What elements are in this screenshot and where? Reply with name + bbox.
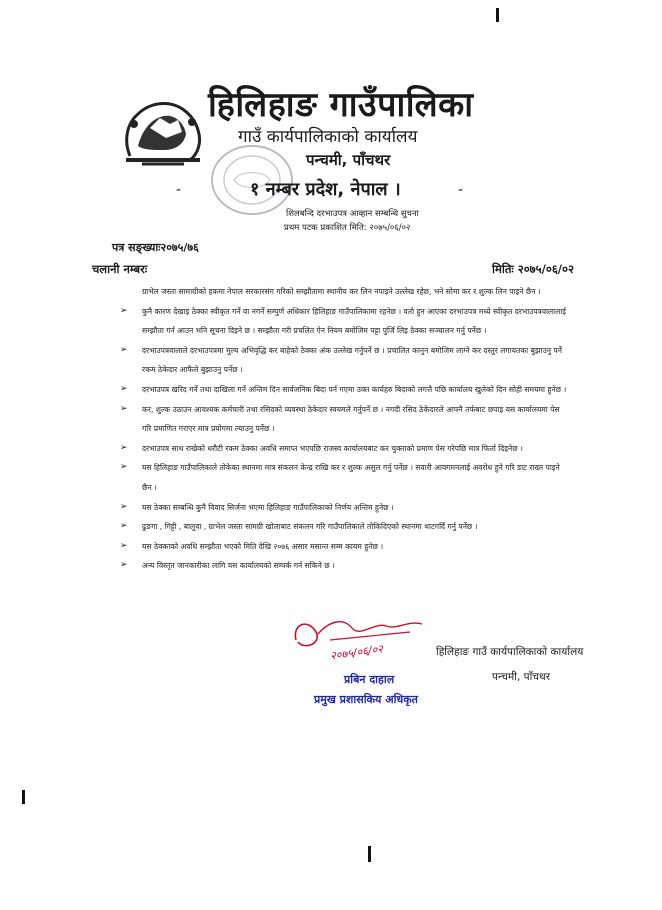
arrow-bullet-icon: ➢ [120,305,128,316]
notice-title: शिलबन्दि दरभाउपत्र आव्हान सम्बन्धि सुचना [286,209,419,219]
list-item-text: कुनै कारण देखाइ ठेक्का स्वीकृत गर्ने वा नगर्ने सम्पुर्ण अधिकार हिलिहाङ गाउँपालिकामा रहनेछ । वतो हुन आएका दरभाउपत्र मध्ये स्वीकृत दरभाउपत्रवालालाई सम्झौता गर्न आउन भनि सूचना दिइने छ । सम्झौता गरी प्रचलित ऐन नियम बमोजिम पट्टा पुर्जि लिइ ठेक्का सञ्चालन गर्नु पर्नेछ । [142,306,566,336]
list-item [120,341,568,380]
scan-mark [22,790,25,804]
list-item-text: अन्य विस्तृत जानकारीका लागि यस कार्यालयको सम्पर्क गर्न सकिने छ । [142,561,335,571]
arrow-bullet-icon: ➢ [120,521,128,532]
list-item-text: दरभाउपत्र खरिद गर्ने तथा दाखिला गर्ने अन्तिम दिन सार्वजनिक बिदा पर्न गएमा उक्त कार्यहरु बिदाको लगत्तै पछि कार्यालय खुलेको दिन सोही समयमा हुनेछ । [142,384,567,394]
nepal-emblem-icon [120,94,204,168]
arrow-bullet-icon: ➢ [120,442,128,453]
office-place: पन्चमी, पाँचथर [306,151,391,169]
arrow-bullet-icon: ➢ [120,501,128,512]
list-item [120,556,568,576]
list-item [120,302,568,341]
signature-date: २०७५/०६/०२ [329,642,384,663]
reference-number: पत्र सङ्ख्याः२०७५/७६ [112,241,199,254]
list-item [120,537,568,557]
list-item [120,458,568,497]
office-subtitle: गाउँ कार्यपालिकाको कार्यालय [238,127,418,147]
page-title: हिलिहाङ गाउँपालिका [208,85,474,125]
arrow-bullet-icon: ➢ [120,540,128,551]
list-item [120,439,568,459]
signer-name: प्रबिन दाहाल [344,673,395,686]
notice-date: प्रथम पटक प्रकाशित मिति: २०७५/०६/०२ [284,223,411,233]
list-item [120,498,568,518]
scan-mark [496,8,499,22]
dash-mark: - [458,182,464,198]
arrow-bullet-icon: ➢ [120,560,128,571]
list-item-text: यस ठेक्काको अवधि सम्झौता भएको मिति देखि २०७६ असार मसान्त सम्म कायम हुनेछ । [142,541,384,551]
arrow-bullet-icon: ➢ [120,403,128,414]
list-item [120,400,568,439]
arrow-bullet-icon: ➢ [120,462,128,473]
list-item-text: दरभाउपत्र साथ राखेको धरौटी रकम ठेक्का अवधि समाप्त भएपछि राजस्व कार्यालयबाट कर चुक्ताको प्रमाण पेस गरेपछि मात्र फिर्ता दिइनेछ । [142,443,523,453]
dispatch-number: चलानी नम्बरः [92,262,148,276]
list-item-text: दरभाउपत्रवालाले दरभाउपत्रमा मुल्य अभिवृद्धि कर बाहेको ठेक्का अंक उल्लेख गर्नुपर्ने छ । प्रचालित कानुन बमोजिम लाग्ने कर दस्तुर लगायतका बुझाउनु पर्ने रकम ठेकेदार आफैले बुझाउनु पर्नेछ । [142,345,562,375]
dash-mark: - [176,182,182,198]
list-item-text: कर, शुल्क उठाउन आवश्यक कर्मचारी तथा रसिदको व्यवस्था ठेकेदार स्वयमले गर्नुपर्ने छ । नगदी रसिद ठेकेदारले आफ्नै तर्फबाट छपाइ यस कार्यालयमा पेस गरि प्रमाणित गराएर मात्र प्रयोगमा ल्याउनु पर्नेछ । [142,404,560,434]
continuation-paragraph: ग्राभेल जस्ता सामाग्रीको हकमा नेपाल सरकारसंग गरिको सम्झौतामा स्थानीय कर लिन नपाइने उल्लेख रहेछ, भने सोमा कर र शुल्क लिन पाइने छैन । [142,287,541,296]
list-item-text: यस हिलिहाङ गाउँपालिकाले तोकेका स्थानमा मात्र संकलन केन्द्र राखि कर र शुल्क असुल गर्नु पर्नेछ । सवारी आवगमनलाई अवरोध हुने गरि डाट राख्न पाइने छैन । [142,463,560,492]
scan-mark [368,846,371,862]
arrow-bullet-icon: ➢ [120,344,128,355]
list-item-text: यस ठेक्का सम्बन्धि कुनै विवाद सिर्जना भएमा हिलिहाङ गाउँपालिकाको निर्णय अन्तिम हुनेछ । [142,502,394,512]
signatory-office-place: पन्चमी, पाँचथर [492,671,550,683]
signatory-office-name: हिलिहाङ गाउँ कार्यपालिकाको कार्यालय [436,646,584,658]
notice-body [120,282,568,576]
list-item-text: ढुङगा , गिट्टी , बालुवा , ग्राभेल जस्ता सामग्री खोलाबाट संकलन गरि गाउँपालिकाले तोकिदिएको स्थानमा थाटगर्दि गर्नु पर्नेछ । [142,522,478,532]
letter-date: मितिः २०७५/०६/०२ [492,262,574,276]
list-item [120,517,568,537]
arrow-bullet-icon: ➢ [120,383,128,394]
province-line: १ नम्बर प्रदेश, नेपाल । [250,179,401,200]
signer-title: प्रमुख प्रशासकिय अधिकृत [314,693,418,706]
list-item [120,380,568,400]
